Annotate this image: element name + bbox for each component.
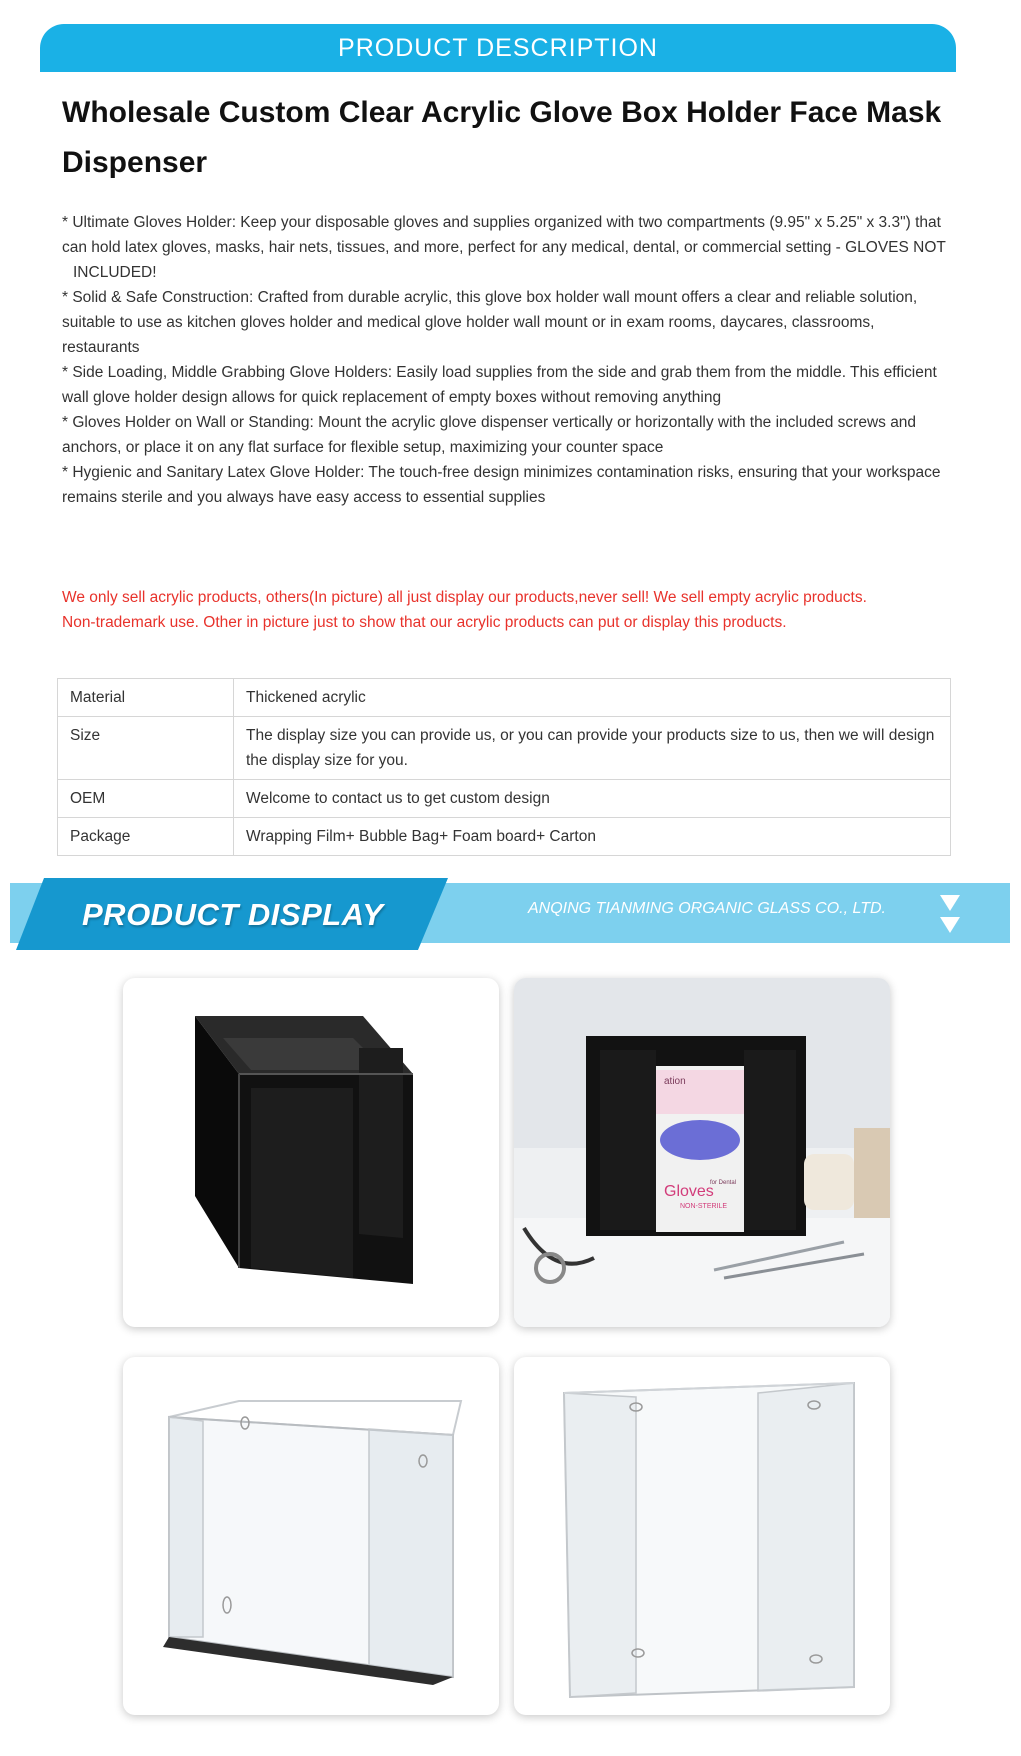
description-line: * Side Loading, Middle Grabbing Glove Holders: Easily load supplies from the side and grab them from the middle. This efficient wall glove holder design allows for quick replacement of empty boxes without removing anything <box>62 364 937 406</box>
description-line: INCLUDED! <box>73 264 157 281</box>
company-name: ANQING TIANMING ORGANIC GLASS CO., LTD. <box>528 900 886 917</box>
spec-key: Package <box>58 818 234 856</box>
spec-key: OEM <box>58 780 234 818</box>
product-description-text <box>62 210 948 510</box>
spec-value: The display size you can provide us, or you can provide your products size to us, then we will design the display size for you. <box>234 717 951 780</box>
table-row <box>58 717 951 780</box>
table-row <box>58 679 951 717</box>
clear-vertical-image <box>514 1357 890 1715</box>
header-title: PRODUCT DESCRIPTION <box>338 34 658 62</box>
disclaimer-notice <box>62 585 962 635</box>
description-line: * Ultimate Gloves Holder: Keep your disposable gloves and supplies organized with two compartments (9.95" x 5.25" x 3.3") that can hold latex gloves, masks, hair nets, tissues, and more, perfect for any medical, dental, or commercial setting - GLOVES NOT <box>62 214 946 256</box>
spec-key: Size <box>58 717 234 780</box>
chevron-down-icon <box>938 893 962 937</box>
product-description-header <box>40 24 956 72</box>
notice-line-1: We only sell acrylic products, others(In picture) all just display our products,never sell! We sell empty acrylic products. <box>62 589 867 606</box>
spec-value: Welcome to contact us to get custom design <box>234 780 951 818</box>
spec-table <box>57 678 951 856</box>
product-photo-in-use <box>514 978 890 1327</box>
product-photo-clear-horizontal <box>123 1357 499 1715</box>
in-use-image <box>514 978 890 1327</box>
spec-value: Thickened acrylic <box>234 679 951 717</box>
table-row <box>58 818 951 856</box>
glove-box-tag: for Dental <box>710 1180 737 1186</box>
glove-box-top: ation <box>664 1076 686 1087</box>
black-holder-image <box>123 978 499 1327</box>
spec-value: Wrapping Film+ Bubble Bag+ Foam board+ Carton <box>234 818 951 856</box>
description-line: * Hygienic and Sanitary Latex Glove Holder: The touch-free design minimizes contamination risks, ensuring that your workspace remains sterile and you always have easy access to essential supplies <box>62 464 941 506</box>
description-line: * Solid & Safe Construction: Crafted from durable acrylic, this glove box holder wall mount offers a clear and reliable solution, suitable to use as kitchen gloves holder and medical glove holder wall mount or in exam rooms, daycares, classrooms, restaurants <box>62 289 918 356</box>
description-line: * Gloves Holder on Wall or Standing: Mount the acrylic glove dispenser vertically or horizontally with the included screws and anchors, or place it on any flat surface for flexible setup, maximizing your counter space <box>62 414 917 456</box>
product-display-title: PRODUCT DISPLAY <box>82 897 384 932</box>
clear-horizontal-image <box>123 1357 499 1715</box>
product-title: Wholesale Custom Clear Acrylic Glove Box Holder Face Mask Dispenser <box>62 96 942 179</box>
spec-key: Material <box>58 679 234 717</box>
glove-box-sub: NON-STERILE <box>680 1203 728 1210</box>
notice-line-2: Non-trademark use. Other in picture just to show that our acrylic products can put or display this products. <box>62 614 787 631</box>
glove-box-word: Gloves <box>664 1183 714 1200</box>
table-row <box>58 780 951 818</box>
product-photo-clear-vertical <box>514 1357 890 1715</box>
product-photo-black-holder <box>123 978 499 1327</box>
